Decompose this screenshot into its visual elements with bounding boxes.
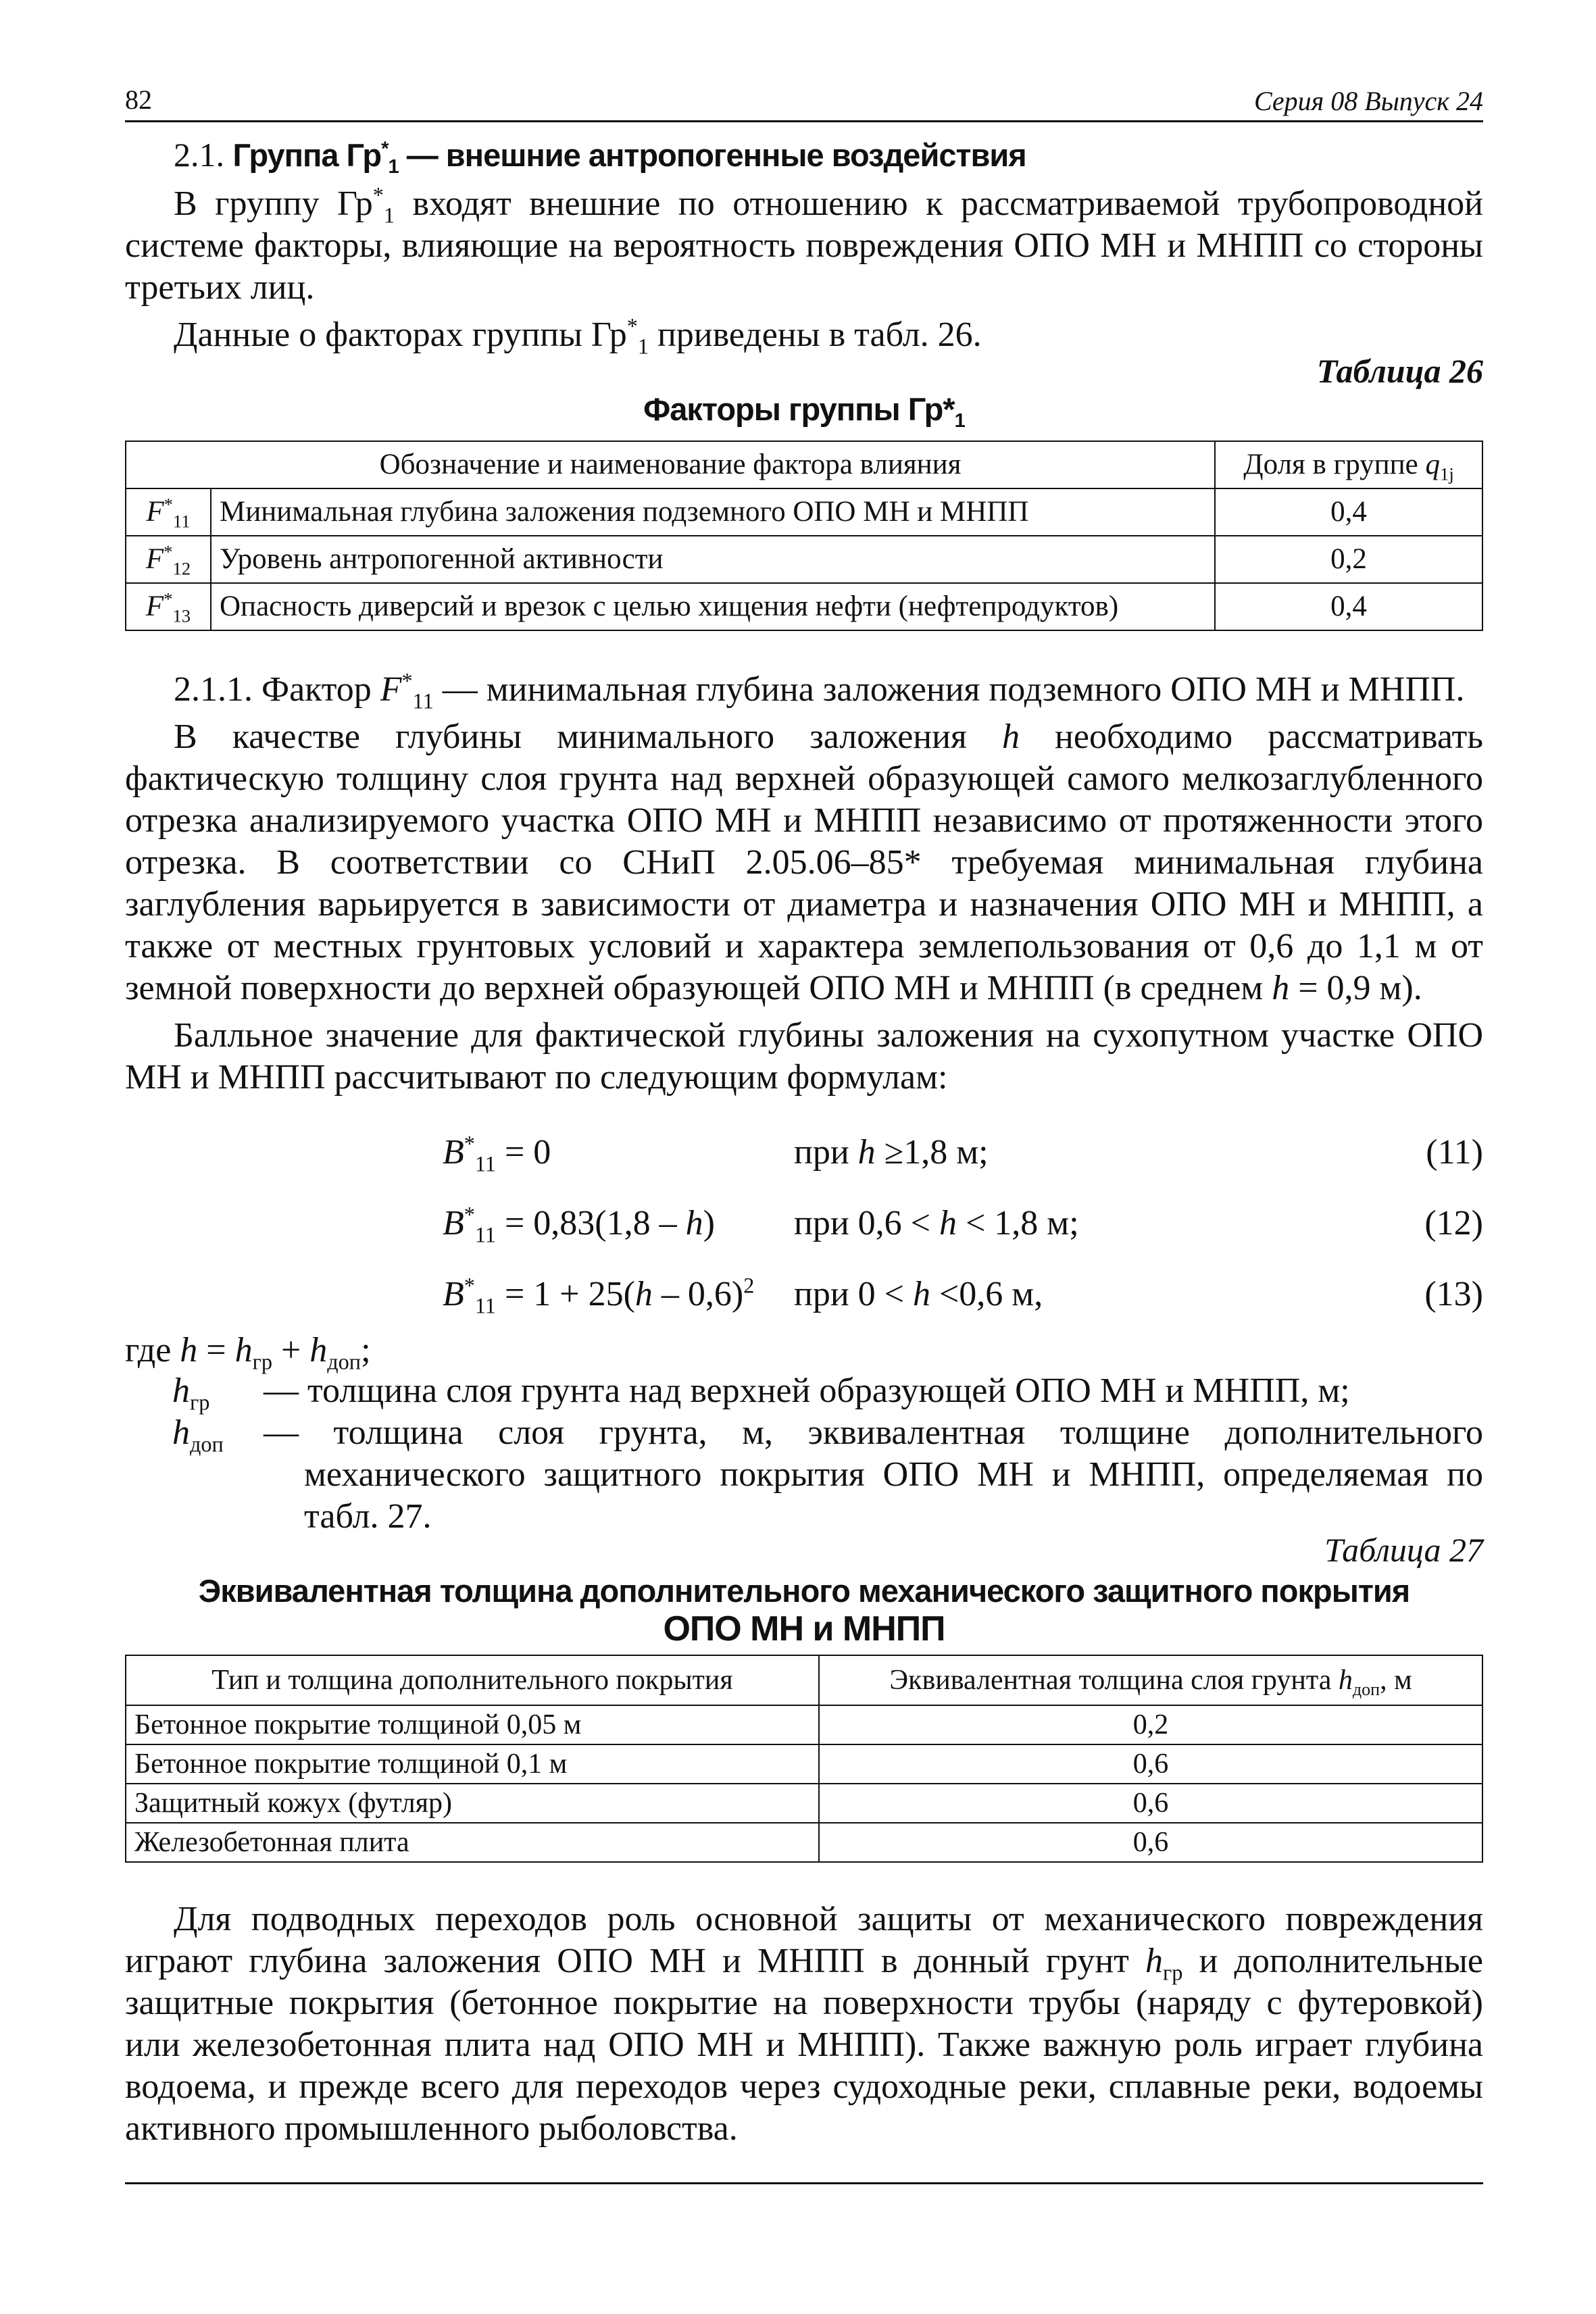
table-row	[126, 583, 1482, 630]
subsection-heading: 2.1.1. Фактор $F^*_{11}$ — минимальная глубина заложения подземного ОПО МН и МНПП.	[174, 668, 1465, 713]
coating-value: 0,6	[819, 1823, 1482, 1862]
section-paragraph-2: Данные о факторах группы $Гр^*_1$ приведены в табл. 26.	[174, 313, 982, 359]
coating-value: 0,2	[819, 1705, 1482, 1744]
factor-symbol: $F^*_{13}$	[126, 583, 211, 630]
header-cell-share: Доля в группе $q_{1j}$	[1215, 441, 1482, 488]
coating-type: Защитный кожух (футляр)	[126, 1784, 819, 1823]
symbol-h-dop: $h_{доп}$	[172, 1413, 224, 1457]
coating-type: Бетонное покрытие толщиной 0,05 м	[126, 1705, 819, 1744]
section-2-1	[125, 134, 1483, 359]
formula-13-number: (13)	[1424, 1275, 1483, 1313]
table-27-title-line-1: Эквивалентная толщина дополнительного механического защитного покрытия	[198, 1573, 1410, 1609]
definition-h-gr: — толщина слоя грунта над верхней образующей ОПО МН и МНПП, м;	[264, 1372, 1350, 1410]
section-heading: 2.1. Группа $Гр^*_1$ — внешние антропогенные воздействия	[174, 136, 1026, 178]
formula-11-condition: при h ≥1,8 м;	[794, 1133, 989, 1172]
table-27	[125, 1655, 1483, 1863]
formula-12-number: (12)	[1424, 1204, 1483, 1242]
final-paragraph: Для подводных переходов роль основной защиты от механического повреждения играют глубина заложения ОПО МН и МНПП в донный грунт $h_{гр}$ и дополнительные защитные покрытия (бетонное покрытие на поверхности трубы (наряду с футеровкой) или железобетонная плита над ОПО МН и МНПП). Также важную роль играет глубина водоема, и прежде всего для переходов через судоходные реки, сплавные реки, водоемы активного промышленного рыболовства.	[125, 1900, 1483, 2148]
table-row	[126, 536, 1482, 583]
final-section	[125, 1898, 1483, 2150]
table-row	[126, 488, 1482, 536]
factor-share: 0,4	[1215, 583, 1482, 630]
footer-rule	[125, 2182, 1483, 2184]
factor-name: Уровень антропогенной активности	[211, 536, 1215, 583]
table-26-block	[125, 351, 1483, 635]
header-cell-name: Обозначение и наименование фактора влияния	[126, 441, 1215, 488]
table-header-row	[126, 1655, 1482, 1705]
coating-type: Бетонное покрытие толщиной 0,1 м	[126, 1744, 819, 1784]
formula-13-condition: при 0 < h <0,6 м,	[794, 1275, 1043, 1313]
table-row	[126, 1823, 1482, 1862]
table-26	[125, 441, 1483, 631]
formula-12-condition: при 0,6 < h < 1,8 м;	[794, 1204, 1079, 1242]
table-26-title: Факторы группы $Гр*_1$	[643, 391, 965, 432]
subsection-paragraph-2: Балльное значение для фактической глубины заложения на сухопутном участке ОПО МН и МНПП рассчитывают по следующим формулам:	[125, 1016, 1483, 1097]
factor-share: 0,4	[1215, 488, 1482, 536]
table-27-title-line-2: ОПО МН и МНПП	[663, 1609, 945, 1649]
series-title: Серия 08 Выпуск 24	[1253, 86, 1483, 116]
formula-11-number: (11)	[1426, 1133, 1483, 1172]
table-header-row	[126, 441, 1482, 488]
factor-share: 0,2	[1215, 536, 1482, 583]
formula-12-lhs: $B^*_{11} = 0,83(1,8 - h)$	[443, 1202, 715, 1247]
header-cell-equivalent: Эквивалентная толщина слоя грунта $h_{доп}$, м	[819, 1655, 1482, 1705]
header-cell-type: Тип и толщина дополнительного покрытия	[126, 1655, 819, 1705]
factor-name: Минимальная глубина заложения подземного ОПО МН и МНПП	[211, 488, 1215, 536]
coating-value: 0,6	[819, 1784, 1482, 1823]
subsection-2-1-1	[125, 669, 1483, 1099]
subsection-paragraph-1: В качестве глубины минимального заложения h необходимо рассматривать фактическую толщину слоя грунта над верхней образующей самого мелкозаглубленного отрезка анализируемого участка ОПО МН и МНПП независимо от протяженности этого отрезка. В соответствии со СНиП 2.05.06–85* требуемая минимальная глубина заглубления варьируется в зависимости от диаметра и назначения ОПО МН и МНПП, а также от местных грунтовых условий и характера землепользования от 0,6 до 1,1 м от земной поверхности до верхней образующей ОПО МН и МНПП (в среднем h = 0,9 м).	[125, 718, 1484, 1007]
table-27-block	[125, 1530, 1483, 1868]
table-row	[126, 1784, 1482, 1823]
where-equation: где $h = h_{гр} + h_{доп}$;	[125, 1331, 371, 1374]
table-row	[126, 1705, 1482, 1744]
table-27-label: Таблица 27	[1324, 1531, 1483, 1569]
definition-h-dop: — толщина слоя грунта, м, эквивалентная толщине дополнительного механического защитного покрытия ОПО МН и МНПП, определяемая по табл. 27.	[264, 1413, 1483, 1536]
symbol-h-gr: $h_{гр}$	[172, 1372, 210, 1415]
factor-name: Опасность диверсий и врезок с целью хищения нефти (нефтепродуктов)	[211, 583, 1215, 630]
running-header	[125, 80, 1483, 122]
section-paragraph-1: В группу $Гр^*_1$ входят внешние по отношению к рассматриваемой трубопроводной системе факторы, влияющие на вероятность повреждения ОПО МН и МНПП со стороны третьих лиц.	[125, 182, 1483, 307]
coating-value: 0,6	[819, 1744, 1482, 1784]
coating-type: Железобетонная плита	[126, 1823, 819, 1862]
factor-symbol: $F^*_{12}$	[126, 536, 211, 583]
factor-symbol: $F^*_{11}$	[126, 488, 211, 536]
formula-13-lhs: $B^*_{11} = 1 + 25(h - 0,6)^2$	[443, 1273, 755, 1318]
page-number: 82	[125, 84, 152, 115]
table-row	[126, 1744, 1482, 1784]
formula-11-lhs: $B^*_{11} = 0$	[443, 1131, 551, 1176]
table-26-label: Таблица 26	[1316, 352, 1483, 390]
